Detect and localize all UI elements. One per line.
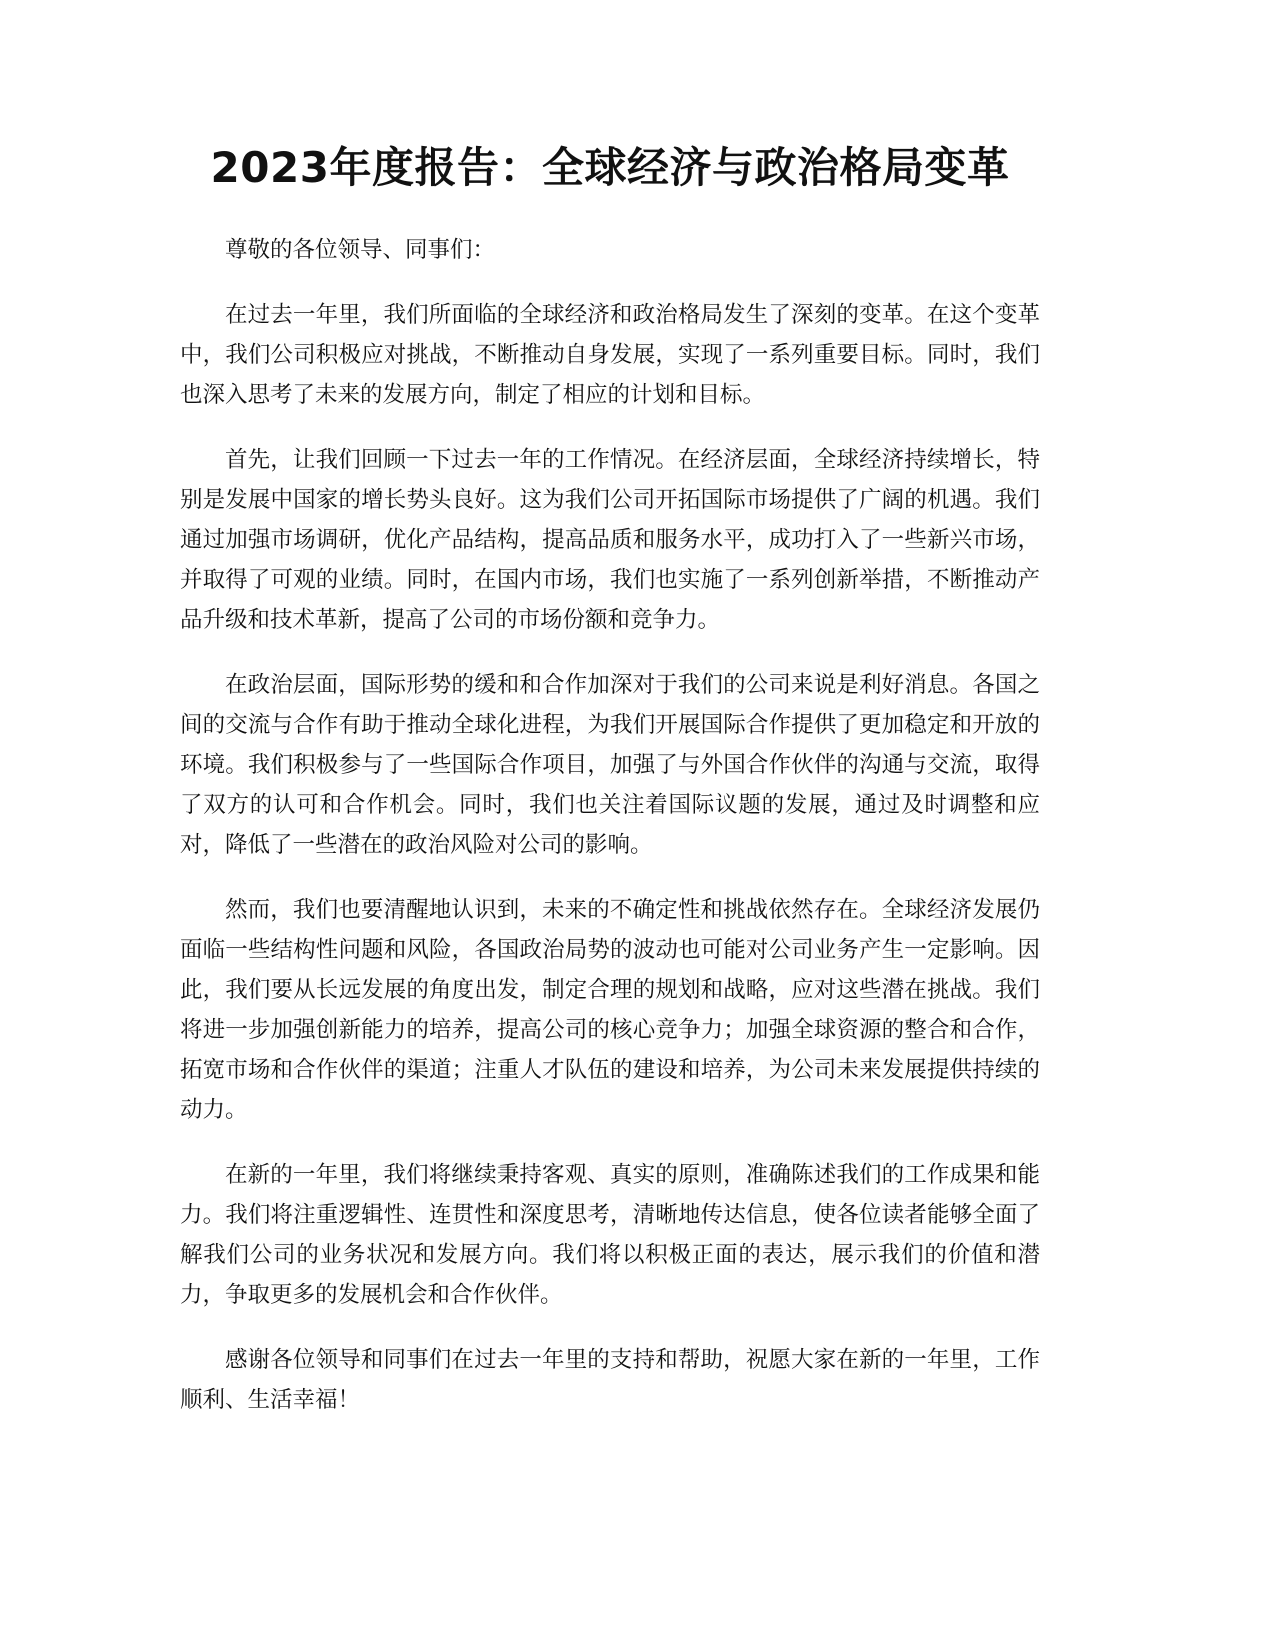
closing-paragraph: 感谢各位领导和同事们在过去一年里的支持和帮助，祝愿大家在新的一年里，工作顺利、生活幸福！: [180, 1347, 1040, 1413]
salutation: 尊敬的各位领导、同事们：: [225, 237, 496, 263]
body-paragraph-challenges: 然而，我们也要清醒地认识到，未来的不确定性和挑战依然存在。全球经济发展仍面临一些结构性问题和风险，各国政治局势的波动也可能对公司业务产生一定影响。因此，我们要从长远发展的角度出发，制定合理的规划和战略，应对这些潜在挑战。我们将进一步加强创新能力的培养，提高公司的核心竞争力；加强全球资源的整合和合作，拓宽市场和合作伙伴的渠道；注重人才队伍的建设和培养，为公司未来发展提供持续的动力。: [180, 897, 1040, 1123]
body-paragraph-economy: 首先，让我们回顾一下过去一年的工作情况。在经济层面，全球经济持续增长，特别是发展中国家的增长势头良好。这为我们公司开拓国际市场提供了广阔的机遇。我们通过加强市场调研，优化产品结构，提高品质和服务水平，成功打入了一些新兴市场，并取得了可观的业绩。同时，在国内市场，我们也实施了一系列创新举措，不断推动产品升级和技术革新，提高了公司的市场份额和竞争力。: [180, 447, 1040, 633]
body-paragraph-politics: 在政治层面，国际形势的缓和和合作加深对于我们的公司来说是利好消息。各国之间的交流与合作有助于推动全球化进程，为我们开展国际合作提供了更加稳定和开放的环境。我们积极参与了一些国际合作项目，加强了与外国合作伙伴的沟通与交流，取得了双方的认可和合作机会。同时，我们也关注着国际议题的发展，通过及时调整和应对，降低了一些潜在的政治风险对公司的影响。: [180, 672, 1040, 858]
document-title: 2023年度报告：全球经济与政治格局变革: [210, 143, 1010, 192]
body-paragraph-outlook: 在新的一年里，我们将继续秉持客观、真实的原则，准确陈述我们的工作成果和能力。我们将注重逻辑性、连贯性和深度思考，清晰地传达信息，使各位读者能够全面了解我们公司的业务状况和发展方向。我们将以积极正面的表达，展示我们的价值和潜力，争取更多的发展机会和合作伙伴。: [180, 1162, 1040, 1308]
body-paragraph-intro: 在过去一年里，我们所面临的全球经济和政治格局发生了深刻的变革。在这个变革中，我们公司积极应对挑战，不断推动自身发展，实现了一系列重要目标。同时，我们也深入思考了未来的发展方向，制定了相应的计划和目标。: [180, 302, 1040, 408]
document-page: [180, 138, 1040, 1445]
